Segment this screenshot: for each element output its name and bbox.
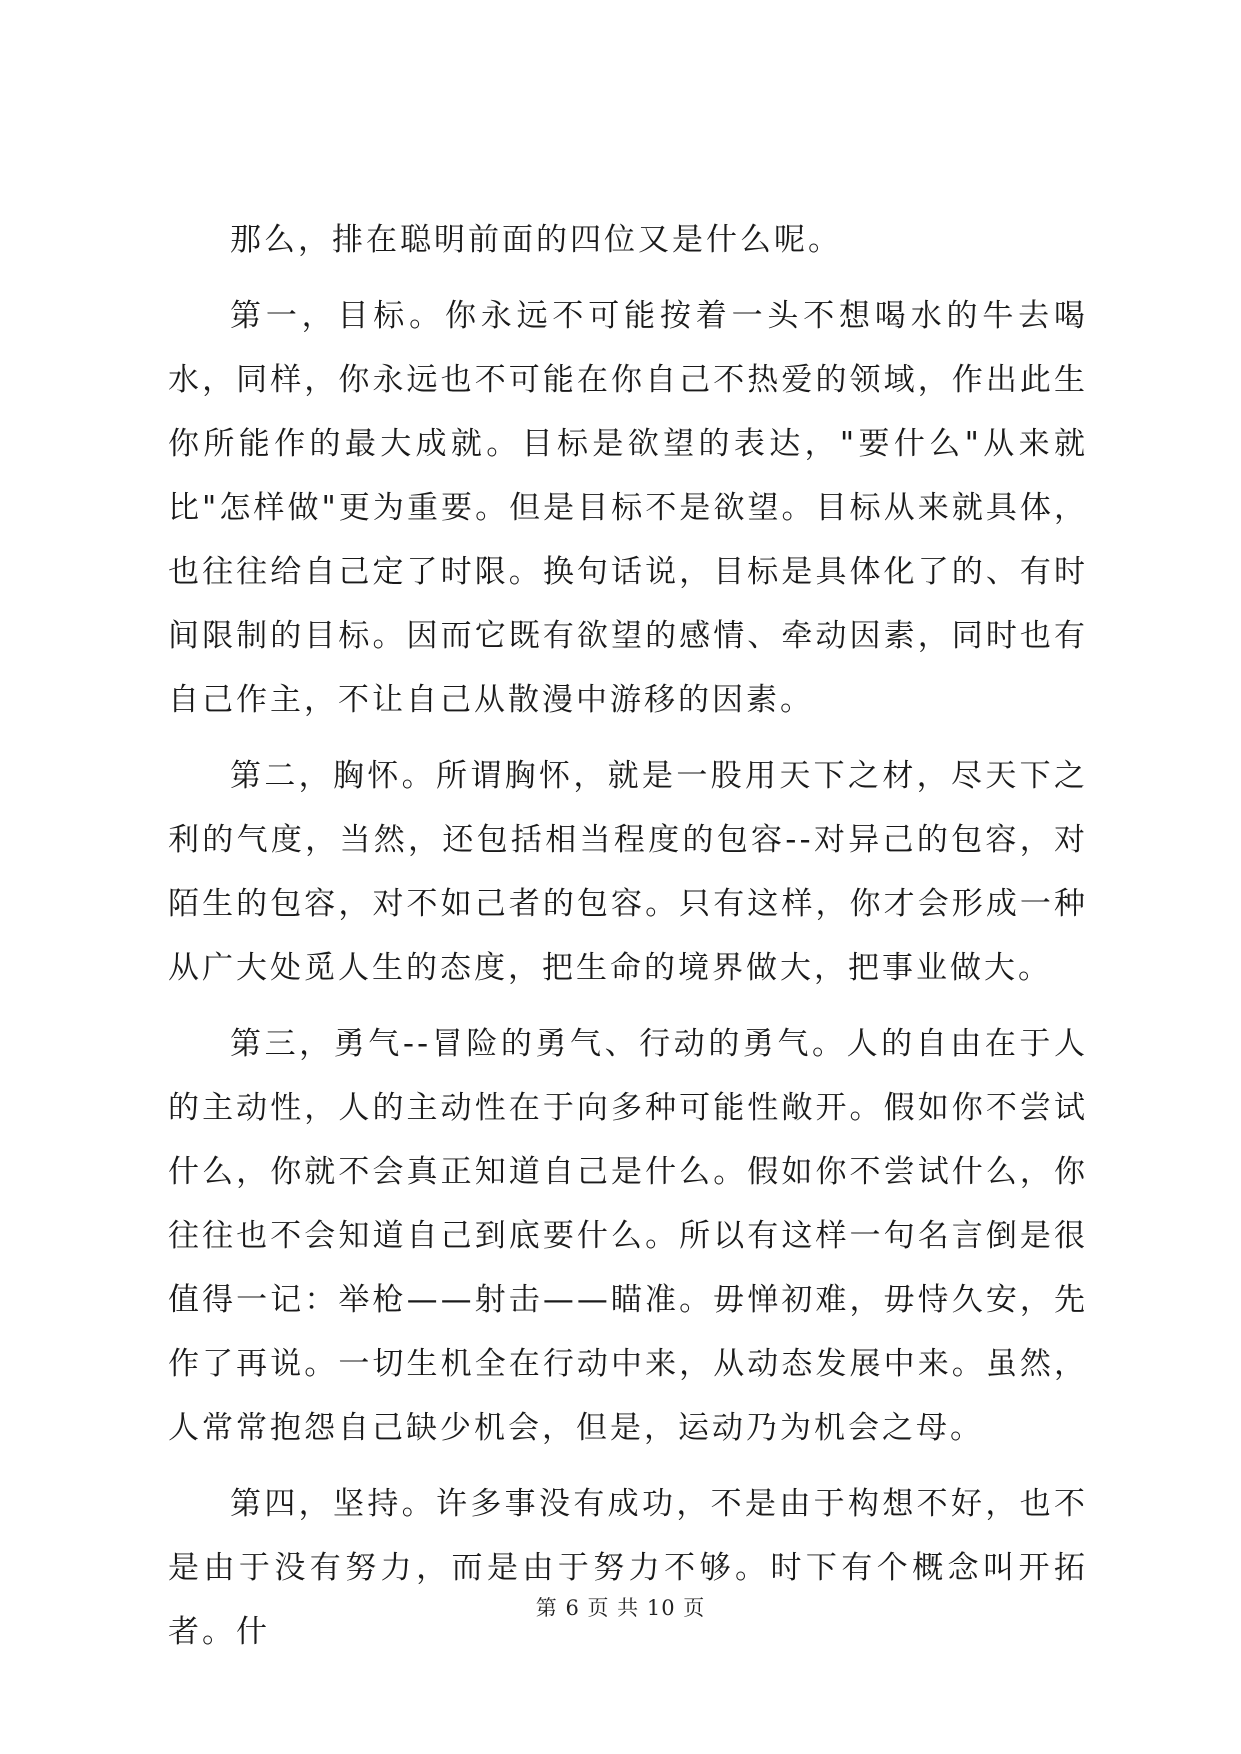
paragraph-courage: 第三，勇气--冒险的勇气、行动的勇气。人的自由在于人的主动性，人的主动性在于向多种可能性敞开。假如你不尝试什么，你就不会真正知道自己是什么。假如你不尝试什么，你往往也不会知道自己到底要什么。所以有这样一句名言倒是很值得一记：举枪——射击——瞄准。毋惮初难，毋恃久安，先作了再说。一切生机全在行动中来，从动态发展中来。虽然，人常常抱怨自己缺少机会，但是，运动乃为机会之母。 xyxy=(168,1026,1088,1446)
document-body xyxy=(168,208,1088,1676)
page-number-footer: 第 6 页 共 10 页 xyxy=(535,1596,706,1620)
paragraph-goal: 第一，目标。你永远不可能按着一头不想喝水的牛去喝水，同样，你永远也不可能在你自己不热爱的领域，作出此生你所能作的最大成就。目标是欲望的表达，"要什么"从来就比"怎样做"更为重要。但是目标不是欲望。目标从来就具体，也往往给自己定了时限。换句话说，目标是具体化了的、有时间限制的目标。因而它既有欲望的感情、牵动因素，同时也有自己作主，不让自己从散漫中游移的因素。 xyxy=(168,298,1088,718)
paragraph-intro: 那么，排在聪明前面的四位又是什么呢。 xyxy=(230,222,842,258)
paragraph-mind: 第二，胸怀。所谓胸怀，就是一股用天下之材，尽天下之利的气度，当然，还包括相当程度的包容--对异己的包容，对陌生的包容，对不如己者的包容。只有这样，你才会形成一种从广大处觅人生的态度，把生命的境界做大，把事业做大。 xyxy=(168,758,1088,986)
paragraph-persistence: 第四，坚持。许多事没有成功，不是由于构想不好，也不是由于没有努力，而是由于努力不够。时下有个概念叫开拓者。什 xyxy=(168,1486,1088,1650)
